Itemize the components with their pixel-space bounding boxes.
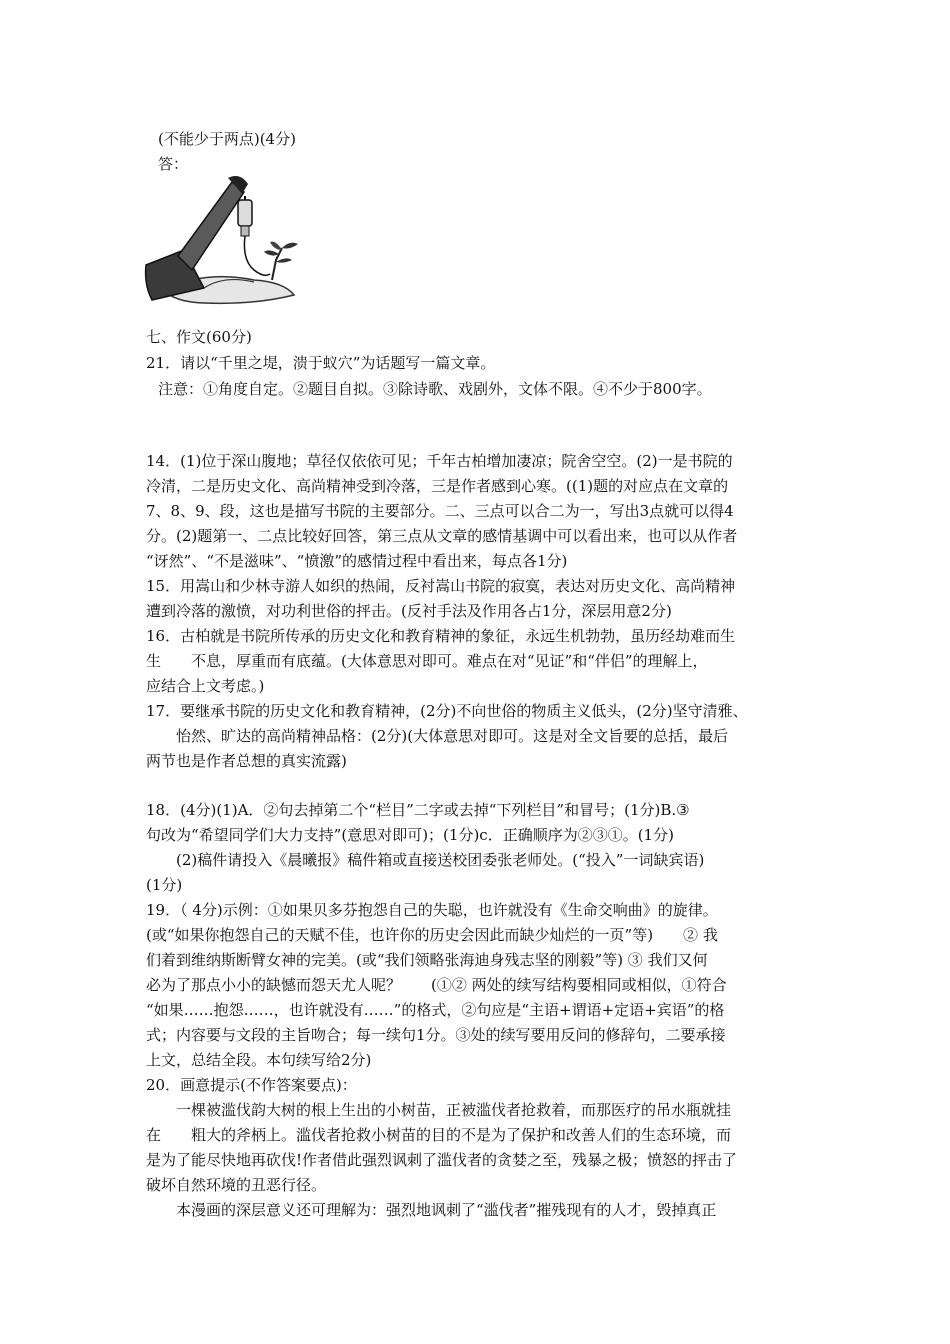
- answer-15-line: 遭到冷落的激愤，对功利世俗的抨击。(反衬手法及作用各占1分，深层用意2分): [146, 602, 672, 620]
- answer-14-line: 分。(2)题第一、二点比较好回答，第三点从文章的感情基调中可以看出来，也可以从作者: [146, 527, 738, 545]
- composition-notice: 注意：①角度自定。②题目自拟。③除诗歌、戏剧外，文体不限。④不少于800字。: [158, 380, 712, 398]
- answer-18-line: (1分): [146, 876, 183, 894]
- answer-19-line: 必为了那点小小的缺憾而怨天尤人呢？ (①② 两处的续写结构要相同或相似，①符合: [146, 976, 727, 994]
- question-21: 21．请以“千里之堤，溃于蚁穴”为话题写一篇文章。: [146, 354, 496, 372]
- answer-20-line: 在 粗大的斧柄上。滥伐者抢救小树苗的目的不是为了保护和改善人们的生态环境，而: [146, 1126, 732, 1144]
- composition-section-title: 七、作文(60分): [146, 328, 252, 346]
- answer-19-line: (或“如果你抱怨自己的天赋不佳，也许你的历史会因此而缺少灿烂的一页”等) ② 我: [146, 926, 718, 944]
- answer-16-line: 生 不息，厚重而有底蕴。(大体意思对即可。难点在对“见证”和“伴侣”的理解上，: [146, 652, 708, 670]
- answer-20-line: 破坏自然环境的丑恶行径。: [146, 1176, 327, 1194]
- answer-20-line: 本漫画的深层意义还可理解为：强烈地讽刺了“滥伐者”摧残现有的人才，毁掉真正: [146, 1201, 717, 1219]
- answer-14-line: “讶然”、“不是滋味”、“愤激”的感情过程中看出来，每点各1分): [146, 552, 568, 570]
- answer-14-line: 14．(1)位于深山腹地；草径仅依依可见；千年古柏增加凄凉；院舍空空。(2)一是书院的: [146, 452, 733, 470]
- answer-17-line: 两节也是作者总想的真实流露): [146, 752, 347, 770]
- answer-15-line: 15．用嵩山和少林寺游人如织的热闹，反衬嵩山书院的寂寞，表达对历史文化、高尚精神: [146, 577, 736, 595]
- answer-19-line: 式；内容要与文段的主旨吻合；每一续句1分。③处的续写要用反问的修辞句，二要承接: [146, 1026, 726, 1044]
- answer-14-line: 7、8、9、段，这也是描写书院的主要部分。二、三点可以合二为一，写出3点就可以得4: [146, 502, 734, 520]
- question-note: (不能少于两点)(4分): [158, 130, 296, 148]
- answer-16-line: 应结合上文考虑。): [146, 677, 265, 695]
- answer-label: 答：: [158, 155, 189, 173]
- answer-19-line: 上文，总结全段。本句续写给2分): [146, 1051, 372, 1069]
- answer-19-line: 19．（ 4分)示例：①如果贝多芬抱怨自己的失聪，也许就没有《生命交响曲》的旋律。: [146, 901, 718, 919]
- answer-14-line: 冷清，二是历史文化、高尚精神受到冷落，三是作者感到心寒。((1)题的对应点在文章的: [146, 477, 729, 495]
- answer-20-line: 是为了能尽快地再砍伐!作者借此强烈讽刺了滥伐者的贪婪之至，残暴之极；愤怒的抨击了: [146, 1151, 738, 1169]
- axe-and-iv-drip-sapling-cartoon-icon: [144, 170, 308, 310]
- answer-19-line: 们着到维纳斯断臂女神的完美。(或“我们领略张海迪身残志坚的刚毅”等) ③ 我们又何: [146, 951, 708, 969]
- answer-20-line: 一棵被滥伐韵大树的根上生出的小树苗，正被滥伐者抢救着，而那医疗的吊水瓶就挂: [146, 1101, 732, 1119]
- answer-20-line: 20．画意提示(不作答案要点)：: [146, 1076, 357, 1094]
- answer-17-line: 怡然、旷达的高尚精神品格：(2分)(大体意思对即可。这是对全文旨要的总括，最后: [146, 727, 729, 745]
- answer-16-line: 16．古柏就是书院所传承的历史文化和教育精神的象征，永远生机勃勃，虽历经劫难而生: [146, 627, 736, 645]
- answer-17-line: 17．要继承书院的历史文化和教育精神，(2分)不向世俗的物质主义低头，(2分)坚守清雅、: [146, 702, 748, 720]
- answer-19-line: “如果……抱怨……，也许就没有……”的格式，②句应是“主语+谓语+定语+宾语”的格: [146, 1001, 725, 1019]
- answer-18-line: (2)稿件请投入《晨曦报》稿件箱或直接送校团委张老师处。(“投入”一词缺宾语): [146, 851, 705, 869]
- answer-18-line: 句改为“希望同学们大力支持”(意思对即可)；(1分)c．正确顺序为②③①。(1分): [146, 826, 674, 844]
- answer-18-line: 18．(4分)(1)A．②句去掉第二个“栏目”二字或去掉“下列栏目”和冒号；(1分)B.③: [146, 801, 690, 819]
